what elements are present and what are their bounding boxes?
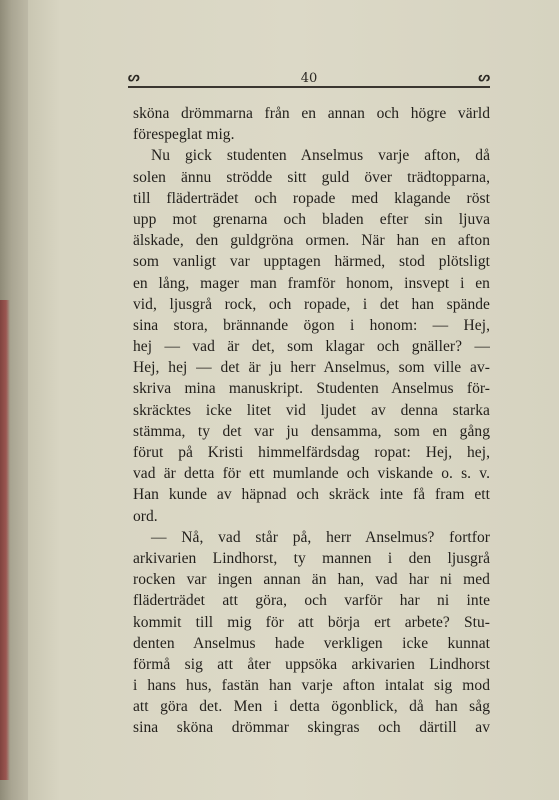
text-line: förmå sig att åter uppsöka arkivarien Lindhorst	[133, 655, 490, 673]
text-line: i hans hus, fastän han varje afton intalat sig mod	[133, 677, 490, 695]
text-line: kommit till mig för att börja ert arbete? Stu-	[133, 613, 490, 631]
text-line: hej — vad är det, som klagar och gnäller? —	[133, 338, 490, 356]
text-line: — Nå, vad står på, herr Anselmus? fortfor	[151, 528, 490, 546]
text-line: sina stora, brännande ögon i honom: — Hej,	[133, 316, 490, 334]
text-line: skräcktes icke litet vid ljudet av denna starka	[133, 401, 490, 419]
text-line: skriva mina manuskript. Studenten Anselmus för-	[133, 380, 490, 398]
text-line: ord.	[133, 507, 158, 525]
header-ornament-right: ᔕ	[478, 70, 490, 85]
text-line: solen ännu strödde sitt guld över trädtopparna,	[133, 168, 490, 186]
text-line: arkivarien Lindhorst, ty mannen i den ljusgrå	[133, 549, 490, 567]
text-line: vid, ljusgrå rock, och ropade, i det han spände	[133, 295, 490, 313]
text-line: Nu gick studenten Anselmus varje afton, då	[151, 147, 490, 165]
text-line: stämma, ty det var ju densamma, som en gång	[133, 422, 490, 440]
header-rule	[128, 86, 490, 88]
text-line: Han kunde av häpnad och skräck inte få fram ett	[133, 486, 490, 504]
text-line: förut på Kristi himmelfärdsdag ropat: Hej, hej,	[133, 444, 490, 461]
page-header	[128, 70, 490, 94]
text-line: en lång, mager man framför honom, insvept i en	[133, 274, 490, 292]
paragraph	[133, 527, 490, 739]
text-line: att göra det. Men i detta ögonblick, då han såg	[133, 698, 490, 716]
text-line: fläderträdet att göra, och varför har ni inte	[133, 592, 490, 610]
text-line: upp mot grenarna och bladen efter sin ljuva	[133, 210, 490, 228]
text-line: denten Anselmus hade verkligen icke kunnat	[133, 634, 490, 652]
text-line: Hej, hej — det är ju herr Anselmus, som ville av-	[133, 359, 490, 377]
text-line: förespeglat mig.	[133, 126, 235, 144]
body-text	[133, 103, 490, 739]
text-line: vad är detta för ett mumlande och viskande o. s. v.	[133, 465, 490, 483]
text-line: till fläderträdet och ropade med klagande röst	[133, 189, 490, 207]
text-line: som vanligt var upptagen härmed, stod plötsligt	[133, 253, 490, 271]
paragraph	[133, 145, 490, 526]
header-ornament-left: ᔕ	[128, 70, 140, 85]
page-number: 40	[300, 71, 318, 86]
text-line: rocken var ingen annan än han, vad har ni med	[133, 571, 490, 589]
text-line: sina sköna drömmar skingras och därtill av	[133, 719, 490, 737]
text-line: sköna drömmarna från en annan och högre värld	[133, 105, 490, 122]
cover-edge	[0, 300, 10, 780]
text-line: älskade, den guldgröna ormen. När han en afton	[133, 232, 490, 250]
paragraph	[133, 103, 490, 145]
